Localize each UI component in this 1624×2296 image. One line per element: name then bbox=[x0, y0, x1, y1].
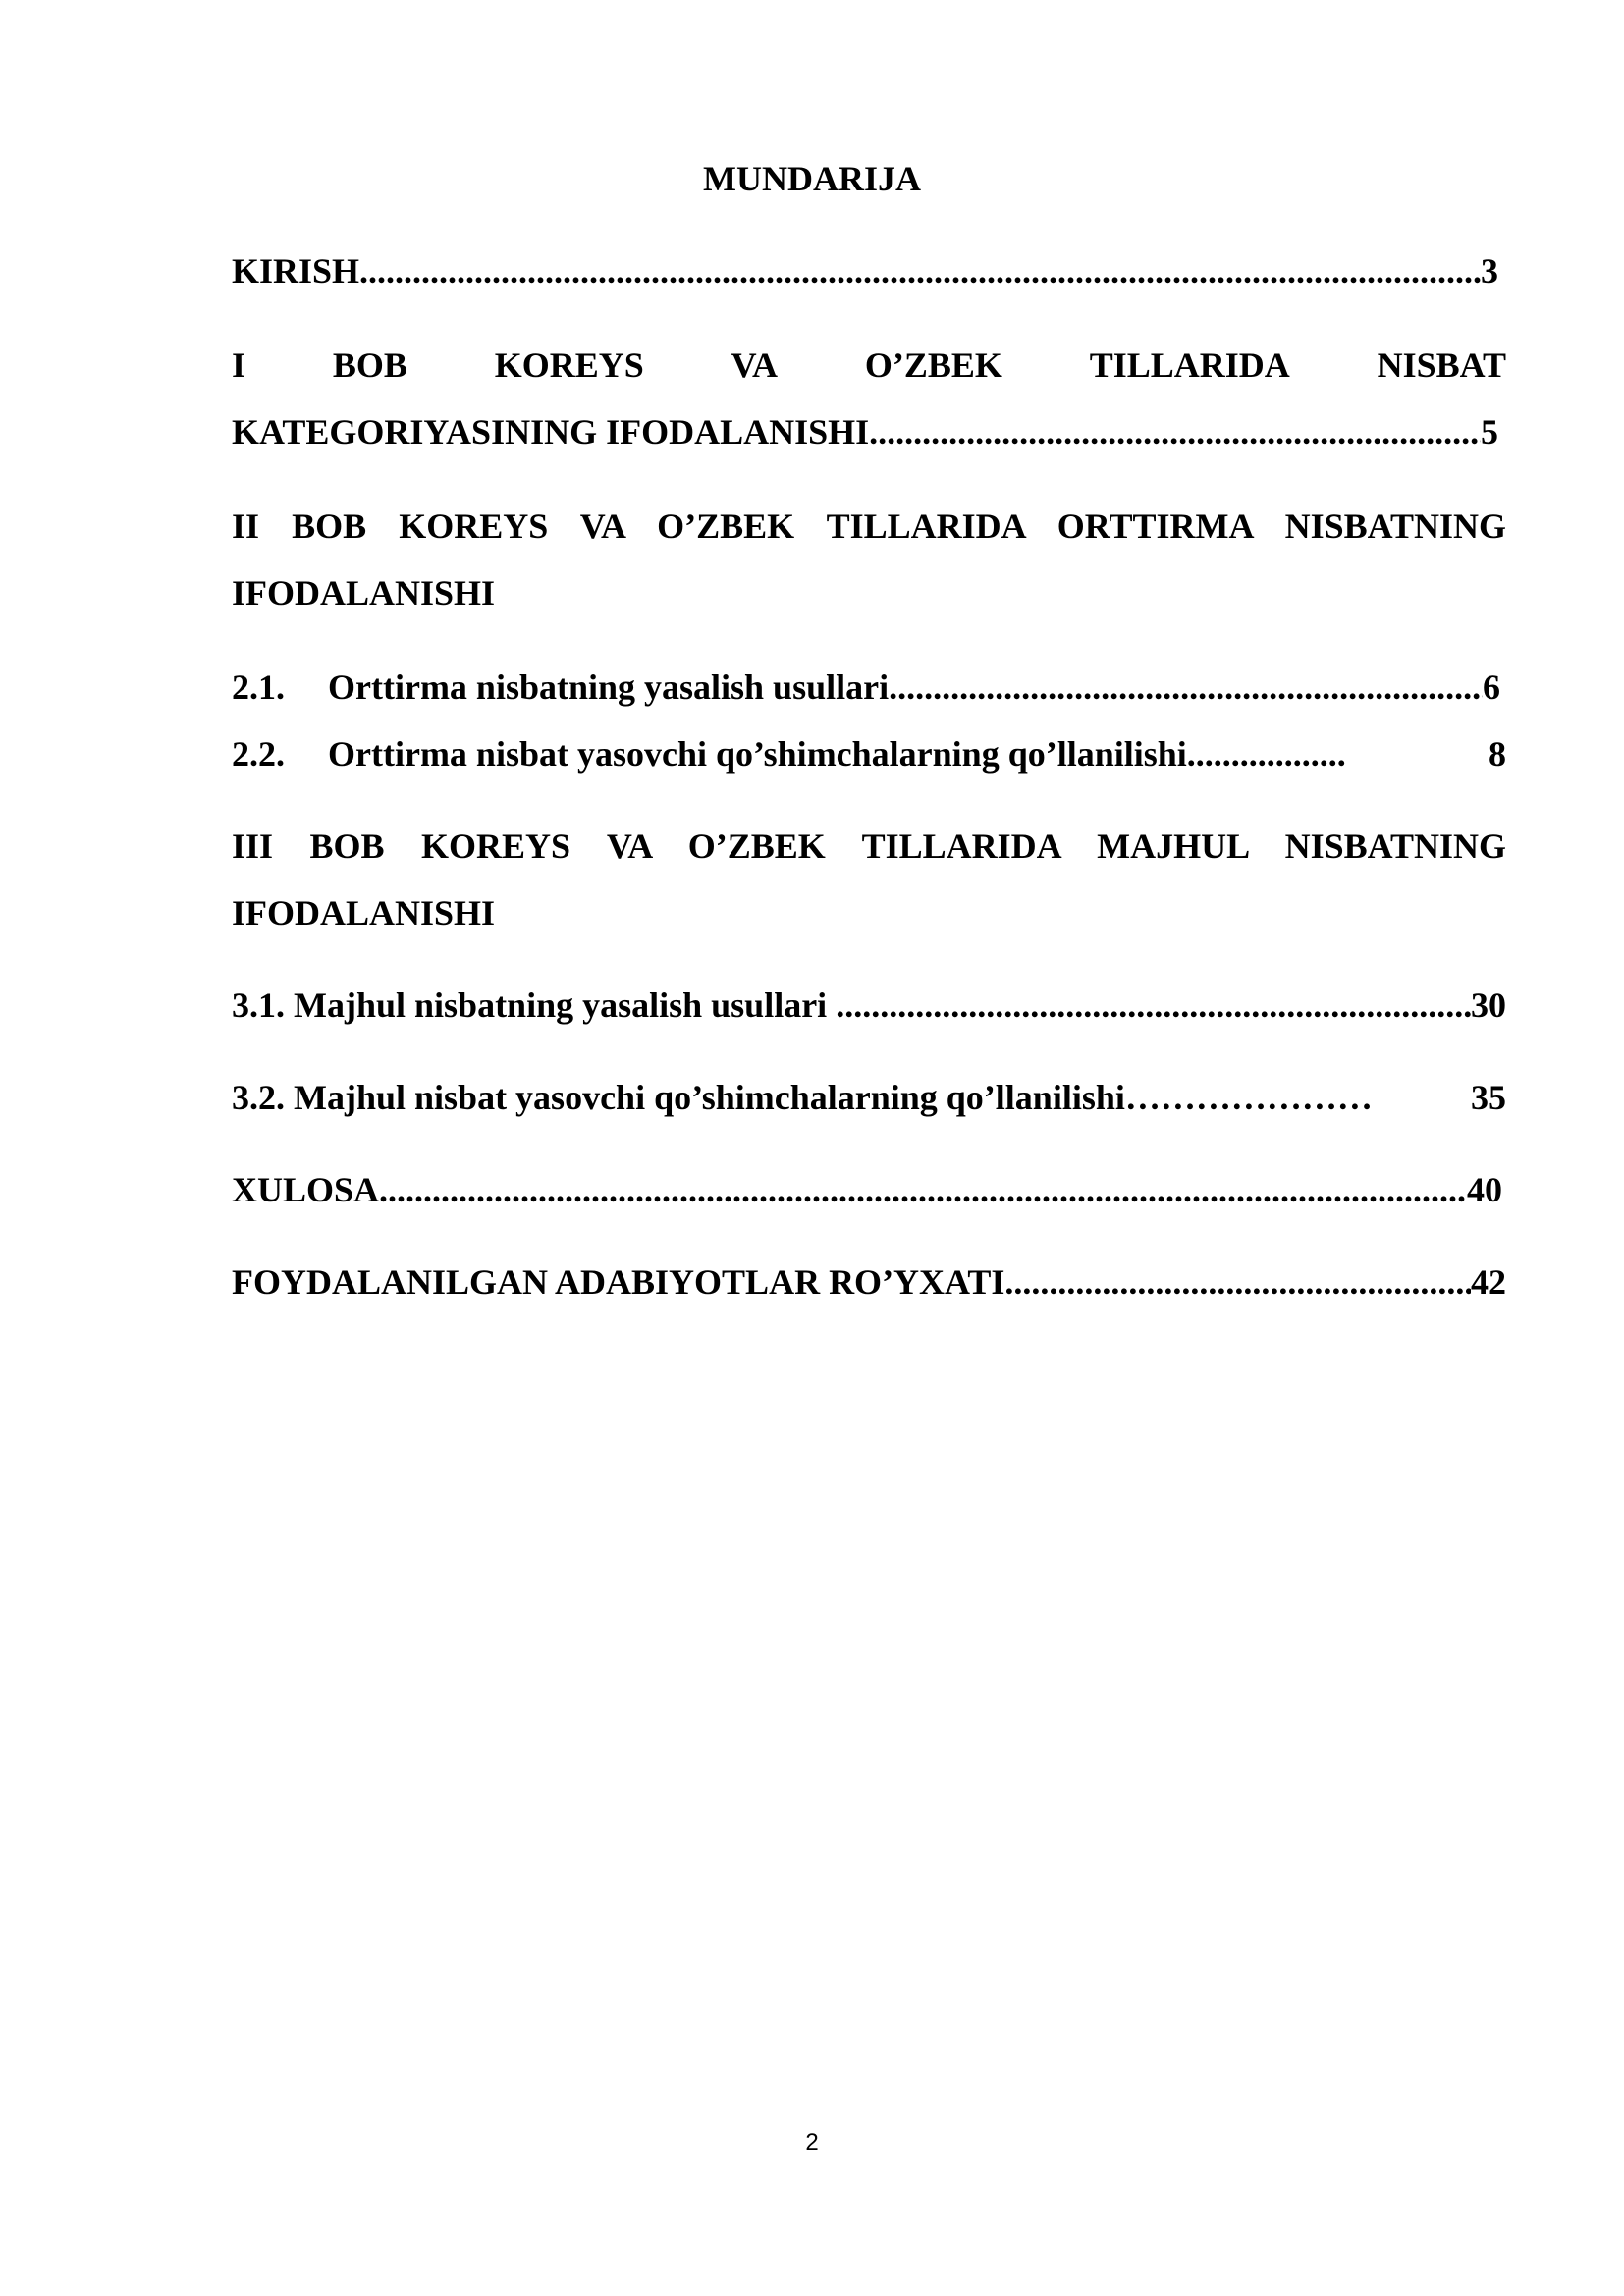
toc-word: TILLARIDA bbox=[1089, 346, 1290, 385]
toc-entry-label: 3.2. Majhul nisbat yasovchi qo’shimchalarning qo’llanilishi………………… bbox=[232, 1078, 1373, 1117]
toc-entry-label: KIRISH bbox=[232, 251, 360, 291]
toc-word: NISBAT bbox=[1377, 346, 1506, 385]
dot-leader bbox=[889, 666, 1483, 709]
toc-entry-label: FOYDALANILGAN ADABIYOTLAR RO’YXATI bbox=[232, 1262, 1005, 1302]
toc-page-number: 8 bbox=[1489, 734, 1506, 774]
toc-entry-adabiyotlar[interactable] bbox=[232, 1260, 1512, 1304]
toc-entry-2-1[interactable] bbox=[232, 666, 1512, 709]
page-title bbox=[0, 157, 1624, 200]
toc-entry-bob-2-line1: II BOB KOREYS VA O’ZBEK TILLARIDA ORTTIRMA NISBATNING bbox=[232, 507, 1506, 546]
toc-page-number: 42 bbox=[1471, 1262, 1506, 1302]
toc-word: O’ZBEK bbox=[864, 346, 1002, 385]
toc-entry-label: Orttirma nisbat yasovchi qo’shimchalarning qo’llanilishi.................. bbox=[328, 734, 1346, 774]
toc-section-number: 2.1. bbox=[232, 667, 285, 707]
toc-entry-3-2[interactable] bbox=[232, 1076, 1512, 1119]
toc-entry-bob-2[interactable] bbox=[232, 505, 1512, 614]
toc-page-number: 35 bbox=[1471, 1078, 1506, 1117]
dot-leader bbox=[359, 249, 1481, 293]
toc-entry-bob-3[interactable] bbox=[232, 825, 1512, 934]
toc-word: I bbox=[232, 346, 246, 385]
dot-leader bbox=[379, 1168, 1467, 1211]
toc-page-number: 40 bbox=[1467, 1170, 1502, 1209]
toc-entry-label: KATEGORIYASINING IFODALANISHI bbox=[232, 412, 870, 452]
dot-leader bbox=[1004, 1260, 1471, 1304]
toc-entry-label: Orttirma nisbatning yasalish usullari bbox=[328, 667, 890, 707]
toc-entry-kirish[interactable] bbox=[232, 249, 1512, 293]
toc-page-number: 6 bbox=[1483, 667, 1500, 707]
toc-word: VA bbox=[731, 346, 778, 385]
toc-section-number: 2.2. bbox=[232, 734, 285, 774]
toc-entry-bob-3-line1: III BOB KOREYS VA O’ZBEK TILLARIDA MAJHUL NISBATNING bbox=[232, 827, 1506, 866]
toc-entry-3-1[interactable] bbox=[232, 984, 1512, 1027]
toc-entry-label: XULOSA bbox=[232, 1170, 380, 1209]
toc-entry-bob-3-line2: IFODALANISHI bbox=[232, 893, 496, 933]
toc-word: KOREYS bbox=[494, 346, 644, 385]
toc-page-number: 30 bbox=[1471, 986, 1506, 1025]
toc-entry-2-2[interactable] bbox=[232, 732, 1512, 775]
toc-entry-bob-1[interactable] bbox=[232, 344, 1512, 454]
toc-word: BOB bbox=[332, 346, 407, 385]
toc-entry-bob-1-line1 bbox=[232, 344, 1506, 387]
toc-entry-label: 3.1. Majhul nisbatning yasalish usullari bbox=[232, 986, 837, 1025]
page-number: 2 bbox=[805, 2129, 819, 2156]
toc-entry-xulosa[interactable] bbox=[232, 1168, 1512, 1211]
toc-heading: MUNDARIJA bbox=[703, 159, 921, 198]
toc-entry-bob-2-line2: IFODALANISHI bbox=[232, 573, 496, 613]
toc-page-number: 5 bbox=[1481, 412, 1498, 452]
dot-leader bbox=[869, 410, 1481, 454]
toc-page-number: 3 bbox=[1481, 251, 1498, 291]
dot-leader bbox=[836, 984, 1471, 1027]
